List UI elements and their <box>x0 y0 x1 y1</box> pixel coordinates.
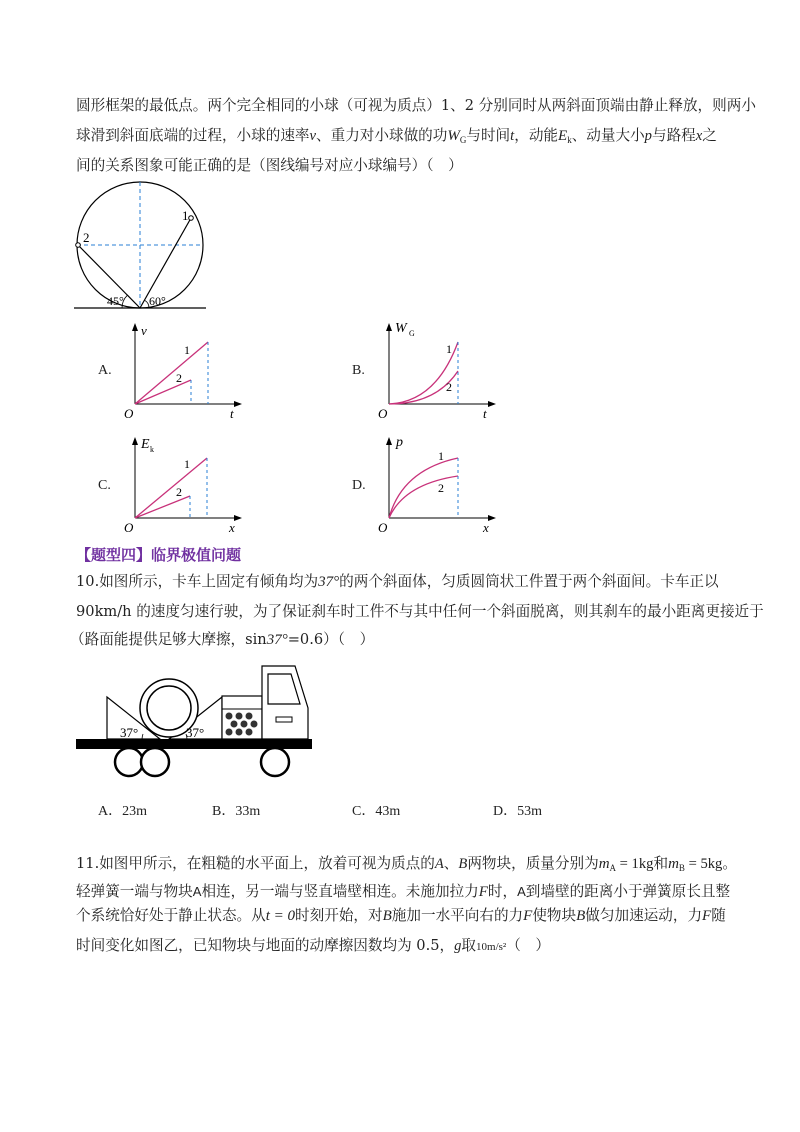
graph-b-curve-2: 2 <box>446 380 452 394</box>
q10-option-b[interactable]: B．33m <box>212 804 261 819</box>
var-F: F <box>702 908 712 924</box>
q9-text: 与时间 <box>466 127 511 144</box>
graph-b <box>374 316 504 420</box>
q10-text: （路面能提供足够大摩擦，sin <box>70 631 267 648</box>
angle-37: 37° <box>266 632 288 648</box>
q9-line-3 <box>76 154 463 178</box>
q11-text: 使物块 <box>532 907 577 924</box>
q10-option-d[interactable]: D．53m <box>493 804 542 819</box>
graph-c-xaxis: x <box>229 520 235 535</box>
var-A: A <box>517 884 526 899</box>
q10-line-2 <box>76 600 764 624</box>
value-g: 10m/s² <box>476 941 507 953</box>
var-B: B <box>576 908 586 924</box>
var-mA: m <box>598 856 610 872</box>
q9-text: 与路程 <box>651 127 696 144</box>
q9-text: 、重力对小球做的功 <box>316 127 448 144</box>
graph-d <box>374 432 504 536</box>
angle-37: 37° <box>318 574 340 590</box>
graph-d-curve-2: 2 <box>438 481 444 495</box>
graph-b-yaxis: W <box>395 321 407 336</box>
graph-d-yaxis: p <box>396 435 403 450</box>
truck-angle-right: 37° <box>186 725 205 740</box>
var-E: E <box>558 128 568 144</box>
var-mB-sub: B <box>678 863 685 873</box>
q9-line-1 <box>76 94 756 118</box>
var-mB: m <box>668 856 679 872</box>
graph-d-curve-1: 1 <box>438 449 444 463</box>
var-A: A <box>192 884 202 899</box>
q9-text: 球滑到斜面底端的过程，小球的速率 <box>76 127 310 144</box>
var-t: t <box>510 128 515 144</box>
q10-text: 10.如图所示，卡车上固定有倾角均为 <box>76 573 319 590</box>
q11-text: 时间变化如图乙，已知物块与地面的动摩擦因数均为 0.5， <box>76 937 455 954</box>
var-W: W <box>447 128 460 144</box>
ball-2-label: 2 <box>83 230 90 245</box>
var-F: F <box>478 884 488 900</box>
value-mA: = 1kg <box>616 856 654 872</box>
q11-text: （ ） <box>506 937 551 954</box>
var-p: p <box>644 128 652 144</box>
q11-text: 时， <box>487 883 518 900</box>
q11-line-1 <box>76 852 737 880</box>
ball-1-label: 1 <box>182 208 189 223</box>
q10-line-1 <box>76 570 719 594</box>
graph-d-origin: O <box>378 520 388 535</box>
q11-text: 11.如图甲所示，在粗糙的水平面上，放着可视为质点的 <box>76 855 435 872</box>
q10-text: 90km/h 的速度匀速行驶，为了保证刹车时工件不与其中任何一个斜面脱离，则其刹车的最小距离更接近于 <box>76 603 764 620</box>
q11-text: 轻弹簧一端与物块 <box>76 883 193 900</box>
graph-b-origin: O <box>378 406 388 420</box>
angle-60-label: 60° <box>149 294 166 308</box>
graph-c-yaxis-sub: k <box>150 445 154 454</box>
graph-c-yaxis: E <box>141 437 150 452</box>
var-F: F <box>523 908 533 924</box>
truck-figure <box>72 658 317 780</box>
q9-line-2 <box>76 124 717 152</box>
var-E-sub: k <box>567 135 572 145</box>
q11-text: 和 <box>653 855 669 872</box>
q11-text: 时刻开始，对 <box>295 907 383 924</box>
graph-d-xaxis: x <box>483 520 489 535</box>
graph-b-yaxis-sub: G <box>409 329 415 338</box>
q10-option-c[interactable]: C．43m <box>352 804 401 819</box>
graph-b-curve-1: 1 <box>446 342 452 356</box>
var-B: B <box>382 908 392 924</box>
var-t0: t = 0 <box>265 908 296 924</box>
option-c-label[interactable]: C. <box>98 478 111 493</box>
q10-text: 的两个斜面体，匀质圆筒状工件置于两个斜面间。卡车正以 <box>339 573 719 590</box>
angle-45-label: 45° <box>107 294 124 308</box>
q11-text: 随 <box>711 907 726 924</box>
graph-c <box>120 432 250 536</box>
q11-text: 施加一水平向右的力 <box>391 907 524 924</box>
graph-c-curve-1: 1 <box>184 457 190 471</box>
q11-text: 取 <box>461 937 477 954</box>
q9-text: ，动能 <box>514 127 559 144</box>
graph-c-origin: O <box>124 520 134 535</box>
q9-text: 之 <box>702 127 717 144</box>
graph-a-curve-1: 1 <box>184 343 190 357</box>
graph-a-curve-2: 2 <box>176 371 182 385</box>
q9-text: 圆形框架的最低点。两个完全相同的小球（可视为质点）1、2 分别同时从两斜面顶端由静止释放，则两小 <box>76 97 756 114</box>
q11-line-4 <box>76 934 550 959</box>
q11-text: 。 <box>722 855 737 872</box>
q11-line-3 <box>76 904 726 928</box>
q11-line-2 <box>76 880 730 904</box>
q11-text: 做匀加速运动，力 <box>585 907 703 924</box>
section-heading: 【题型四】临界极值问题 <box>76 546 242 564</box>
graph-a-origin: O <box>124 406 134 420</box>
graph-c-curve-2: 2 <box>176 485 182 499</box>
q11-text: 两物块，质量分别为 <box>467 855 599 872</box>
q11-text: 、 <box>443 855 459 872</box>
option-a-label[interactable]: A. <box>98 363 112 378</box>
var-B: B <box>458 856 468 872</box>
option-d-label[interactable]: D. <box>352 478 366 493</box>
var-g: g <box>454 938 462 954</box>
value-mB: = 5kg <box>684 856 723 872</box>
var-A: A <box>434 856 444 872</box>
option-b-label[interactable]: B. <box>352 363 365 378</box>
q11-text: 相连，另一端与竖直墙壁相连。未施加拉力 <box>201 883 479 900</box>
q9-text: 、动量大小 <box>571 127 645 144</box>
q10-line-3 <box>70 628 374 652</box>
graph-b-xaxis: t <box>483 406 487 420</box>
graph-a-yaxis: v <box>141 323 147 338</box>
var-v: v <box>309 128 316 144</box>
q10-text: =0.6）（ ） <box>287 631 375 648</box>
q9-text: 间的关系图象可能正确的是（图线编号对应小球编号）（ ） <box>76 157 463 174</box>
truck-angle-left: 37° <box>120 725 139 740</box>
q11-text: 到墙壁的距离小于弹簧原长且整 <box>525 883 731 900</box>
graph-a-xaxis: t <box>230 406 234 420</box>
var-W-sub: G <box>459 135 467 145</box>
q10-option-a[interactable]: A．23m <box>98 804 147 819</box>
q11-text: 个系统恰好处于静止状态。从 <box>76 907 266 924</box>
var-x: x <box>695 128 703 144</box>
graph-a <box>120 322 250 420</box>
var-mA-sub: A <box>609 863 617 873</box>
circle-incline-figure <box>70 180 220 315</box>
